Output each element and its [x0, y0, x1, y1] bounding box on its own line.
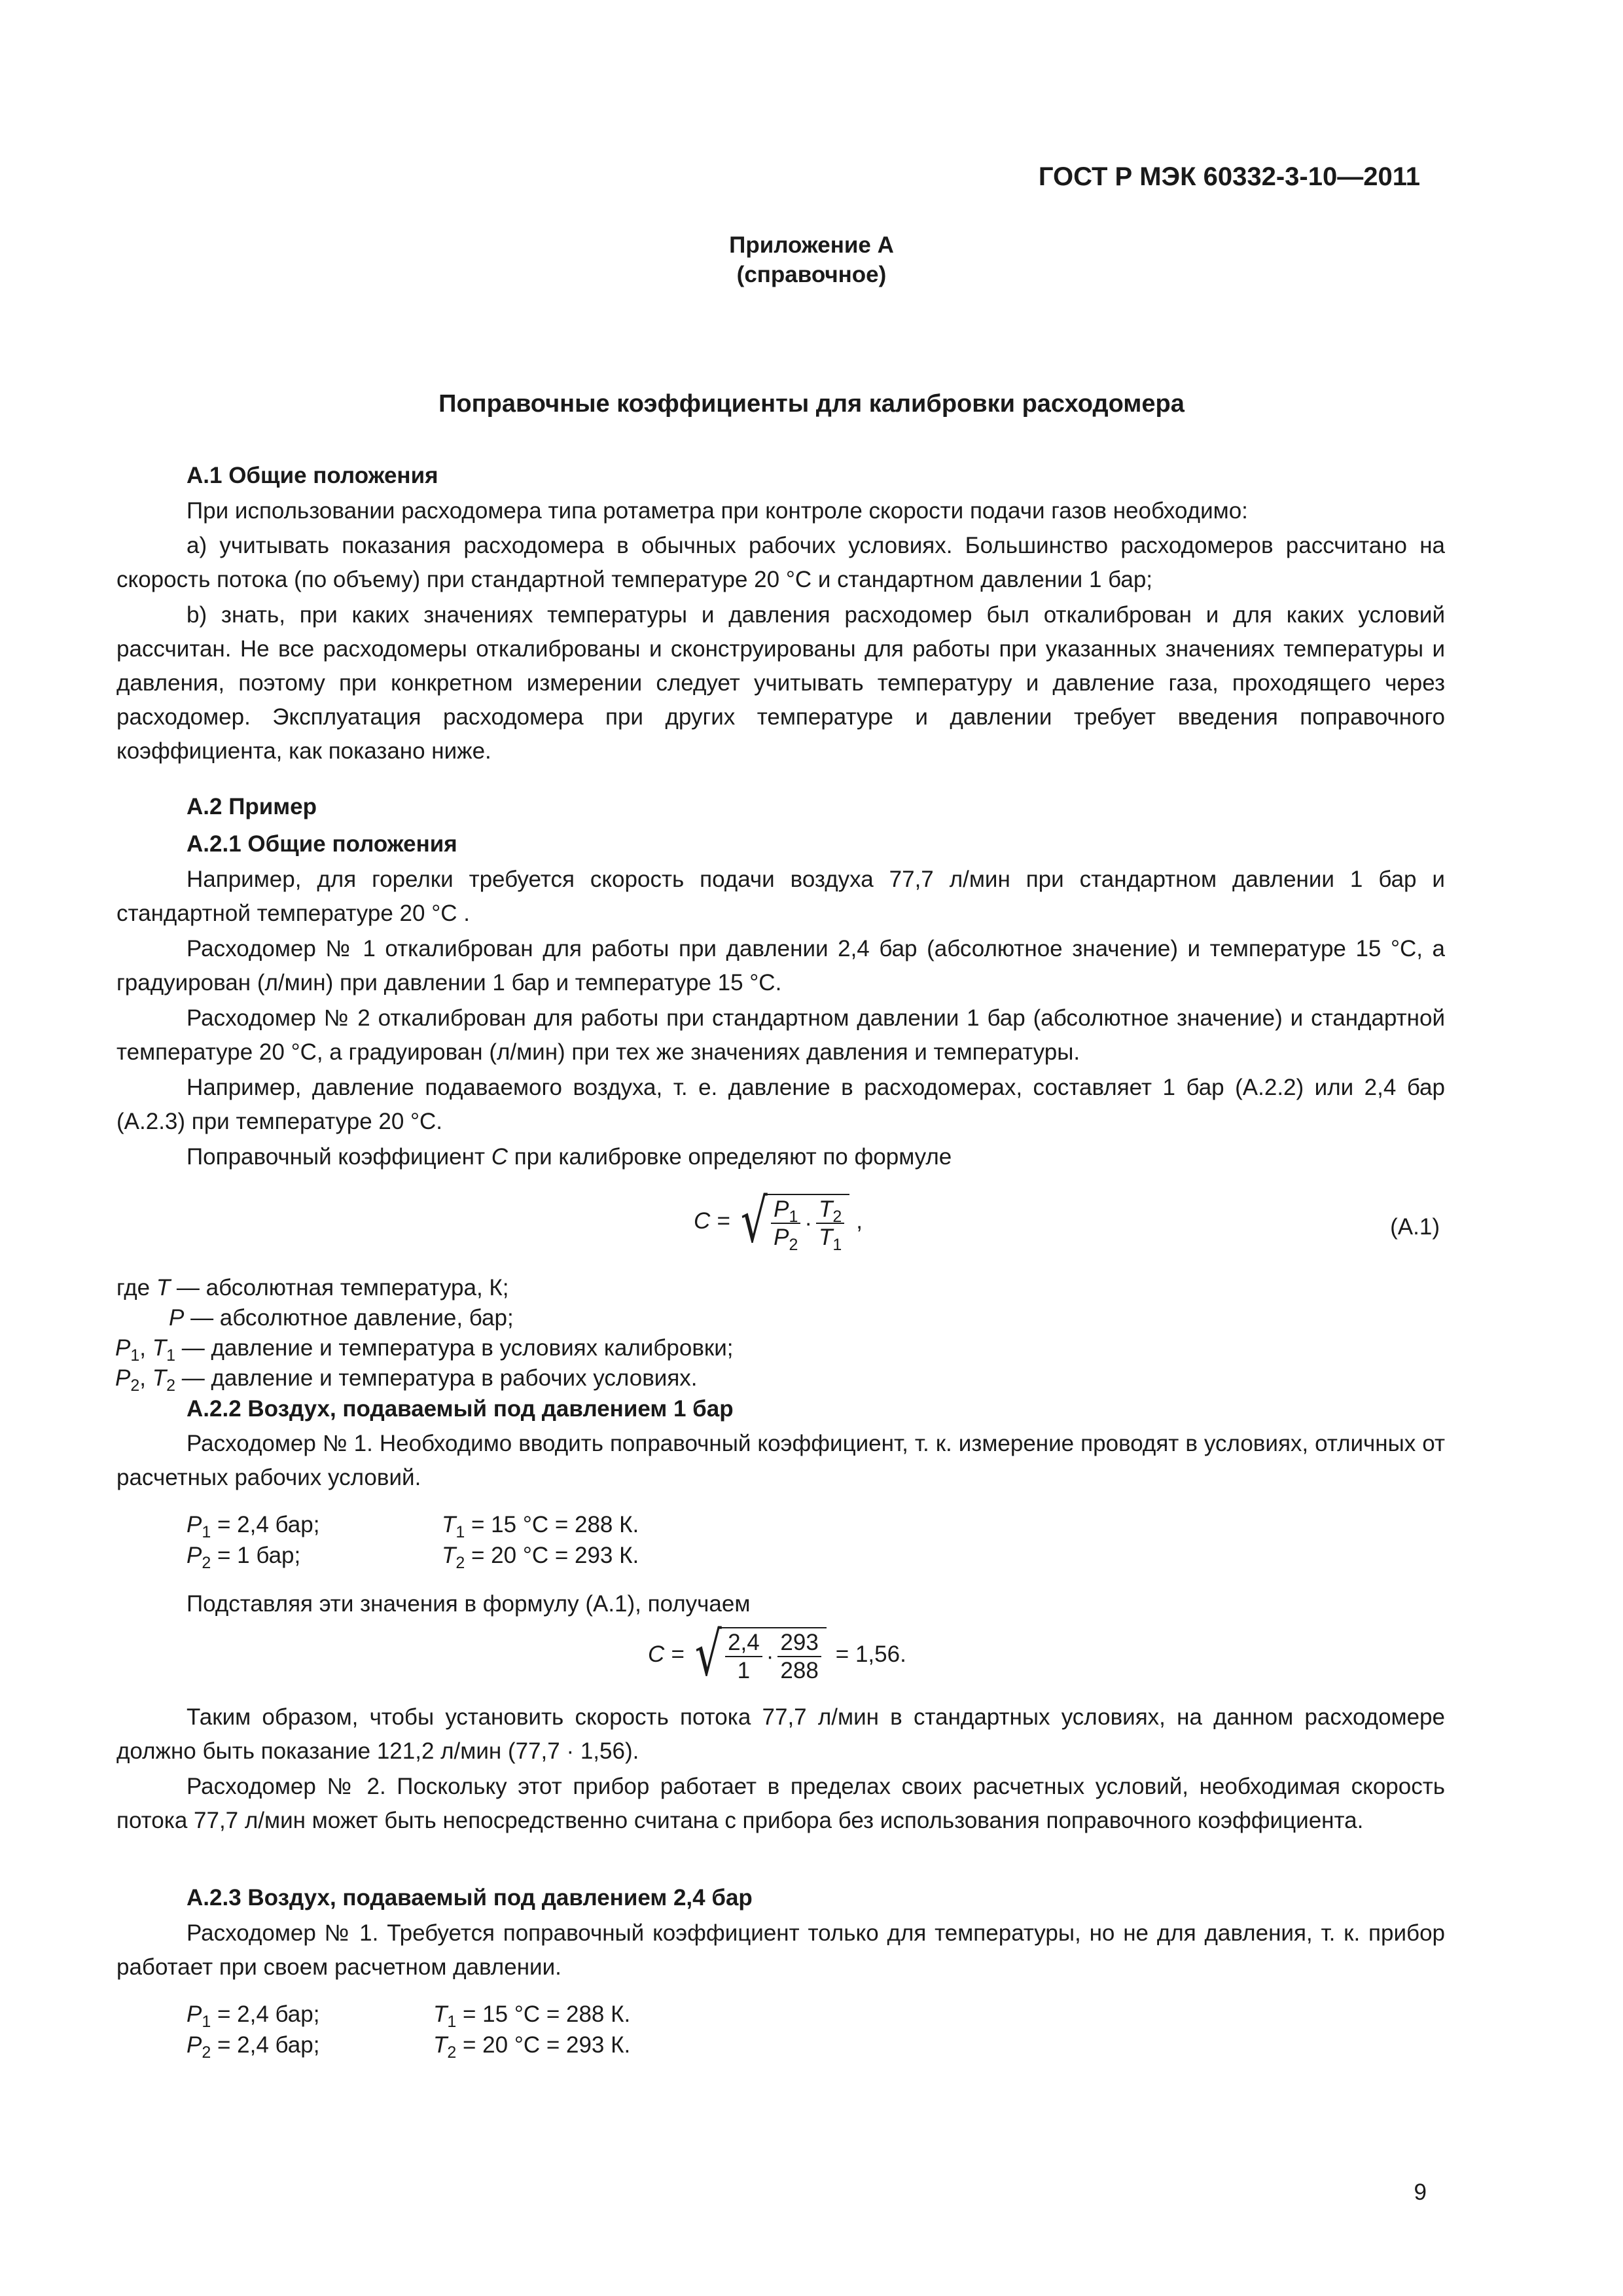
- a1-paragraph-1: При использовании расходомера типа ротаметра при контроле скорости подачи газов необходимо:: [187, 498, 1248, 524]
- square-root: √ $\frac{P_1}{P_2}$ · $\frac{T_2}{T_1}$: [735, 1191, 849, 1251]
- a23-values-row-2: $P_2 = 2,4$ бар;: [187, 2032, 320, 2062]
- a21-paragraph-1: Например, для горелки требуется скорость подачи воздуха 77,7 л/мин при стандартном давлении 1 бар и стандартной температуре 20 °С .: [116, 867, 1445, 926]
- standard-header: ГОСТ Р МЭК 60332-3-10—2011: [1038, 162, 1420, 191]
- a21-paragraph-2: Расходомер № 1 откалиброван для работы при давлении 2,4 бар (абсолютное значение) и температуре 15 °С, а градуирован (л/мин) при давлении 1 бар и температуре 15 °С.: [116, 936, 1445, 996]
- square-root: √ $\frac{2,4}{1}$ · $\frac{293}{288}$: [689, 1624, 826, 1685]
- section-a2-heading: А.2 Пример: [187, 794, 317, 819]
- a21-paragraph-3: Расходомер № 2 откалиброван для работы при стандартном давлении 1 бар (абсолютное значение) и стандартной температуре 20 °С, а градуирован (л/мин) при тех же значениях давления и температуры.: [116, 1005, 1445, 1065]
- a22-values-row-1-t: $T_1 = 15$ °С = 288 К.: [442, 1512, 639, 1541]
- a23-paragraph-1: Расходомер № 1. Требуется поправочный коэффициент только для температуры, но не для давления, т. к. прибор работает при своем расчетном давлении.: [116, 1920, 1445, 1980]
- a21-paragraph-4: Например, давление подаваемого воздуха, т. е. давление в расходомерах, составляет 1 бар (А.2.2) или 2,4 бар (А.2.3) при температуре 20 °С.: [116, 1075, 1445, 1134]
- appendix-note: (справочное): [736, 262, 887, 287]
- a22-values-row-2: $P_2 = 1$ бар;: [187, 1543, 301, 1572]
- formula-a22-result: C = √ $\frac{2,4}{1}$ · $\frac{293}{288}$ = 1,56.: [648, 1619, 906, 1689]
- where-line-1: где T — абсолютная температура, К;: [116, 1275, 509, 1300]
- fraction-t: $\frac{T_2}{T_1}$: [816, 1198, 844, 1249]
- a23-values-row-1-t: $T_1 = 15$ °С = 288 К.: [433, 2001, 631, 2031]
- a22-paragraph-2: Подставляя эти значения в формулу (А.1), получаем: [187, 1591, 751, 1617]
- fraction-p: $\frac{P_1}{P_2}$: [771, 1198, 800, 1249]
- a1-paragraph-2: а) учитывать показания расходомера в обычных рабочих условиях. Большинство расходомеров рассчитано на скорость потока (по объему) при стандартной температуре 20 °С и стандартном давлении 1 бар;: [116, 533, 1445, 592]
- section-a23-heading: А.2.3 Воздух, подаваемый под давлением 2,4 бар: [187, 1885, 753, 1910]
- where-line-2: P — абсолютное давление, бар;: [169, 1305, 514, 1331]
- appendix-title: Приложение А: [729, 232, 894, 258]
- a22-paragraph-1: Расходомер № 1. Необходимо вводить поправочный коэффициент, т. к. измерение проводят в условиях, отличных от расчетных рабочих условий.: [116, 1431, 1445, 1490]
- a22-paragraph-3: Таким образом, чтобы установить скорость потока 77,7 л/мин в стандартных условиях, на данном расходомере должно быть показание 121,2 л/мин (77,7 · 1,56).: [116, 1704, 1445, 1764]
- page-number: 9: [1414, 2179, 1427, 2205]
- a23-values-row-2-t: $T_2 = 20$ °С = 293 К.: [433, 2032, 631, 2062]
- a22-values-row-1: $P_1 = 2,4$ бар;: [187, 1512, 320, 1541]
- a23-values-row-1: $P_1 = 2,4$ бар;: [187, 2001, 320, 2031]
- section-a1-heading: А.1 Общие положения: [187, 463, 438, 488]
- a22-paragraph-4: Расходомер № 2. Поскольку этот прибор работает в пределах своих расчетных условий, необходимая скорость потока 77,7 л/мин может быть непосредственно считана с прибора без использования поправочного коэффициента.: [116, 1774, 1445, 1833]
- a21-paragraph-5: Поправочный коэффициент C при калибровке определяют по формуле: [187, 1144, 952, 1170]
- fraction-temperature: $\frac{293}{288}$: [777, 1631, 821, 1682]
- formula-a1-number: (А.1): [1390, 1214, 1440, 1240]
- where-line-3: $P_1$, $T_1$ — давление и температура в условиях калибровки;: [115, 1335, 734, 1365]
- a22-values-row-2-t: $T_2 = 20$ °С = 293 К.: [442, 1543, 639, 1572]
- fraction-pressure: $\frac{2,4}{1}$: [725, 1631, 762, 1682]
- where-line-4: $P_2$, $T_2$ — давление и температура в рабочих условиях.: [115, 1365, 698, 1395]
- section-a21-heading: А.2.1 Общие положения: [187, 831, 457, 857]
- a1-paragraph-3: b) знать, при каких значениях температуры и давления расходомер был откалиброван и для каких условий рассчитан. Не все расходомеры откалиброваны и сконструированы для работы при указанных значениях температуры и давления, поэтому при конкретном измерении следует учитывать температуру и давление газа, проходящего через расходомер. Эксплуатация расходомера при других температуре и давлении требует введения поправочного коэффициента, как показано ниже.: [116, 602, 1445, 764]
- formula-a1: C = √ $\frac{P_1}{P_2}$ · $\frac{T_2}{T_1}$ ,: [694, 1186, 863, 1256]
- section-a22-heading: А.2.2 Воздух, подаваемый под давлением 1 бар: [187, 1396, 734, 1422]
- document-title: Поправочные коэффициенты для калибровки расходомера: [438, 390, 1185, 418]
